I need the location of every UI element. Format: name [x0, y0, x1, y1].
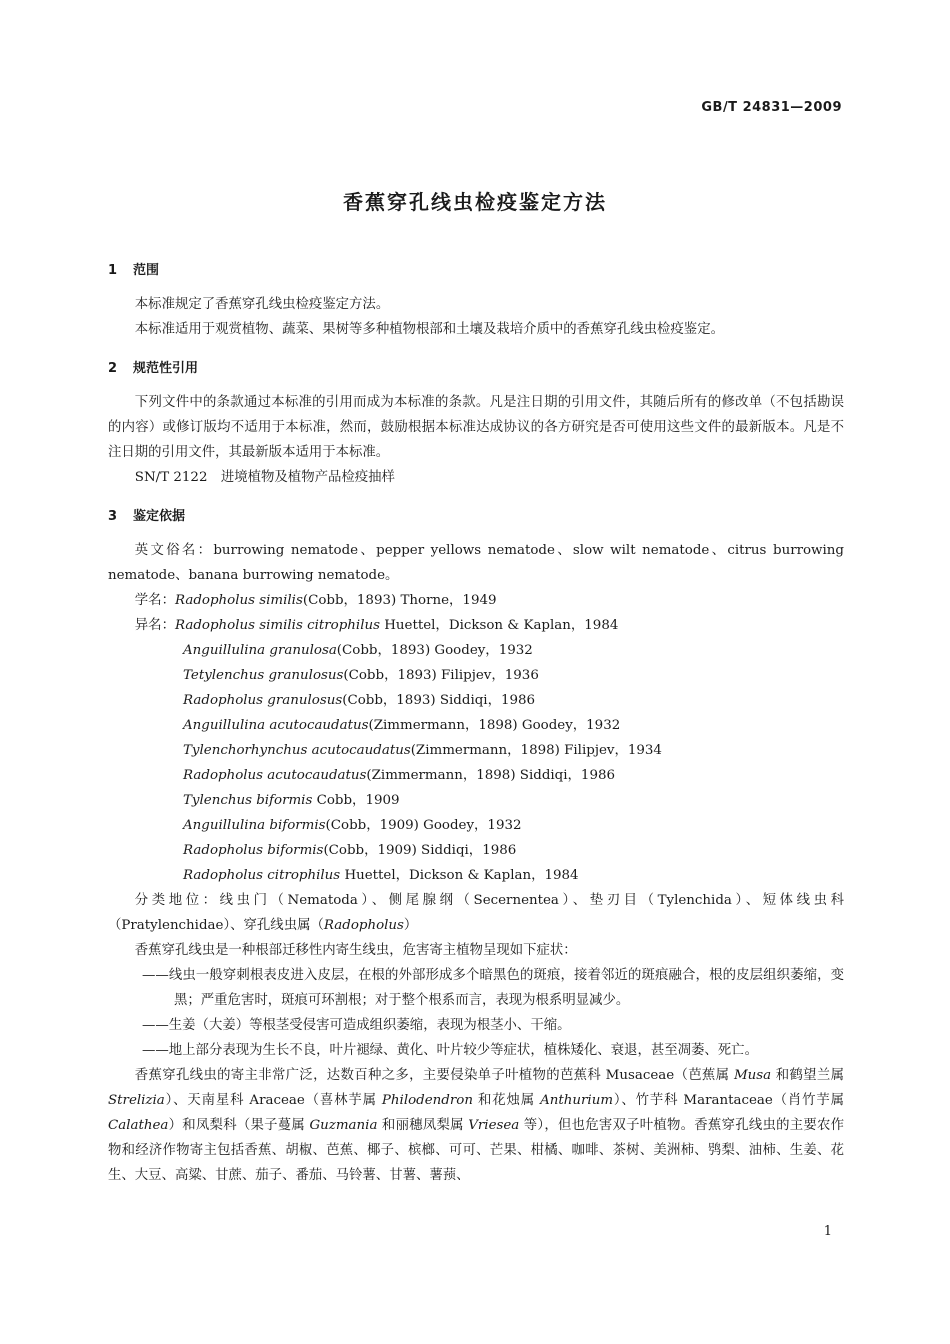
section-2-heading — [108, 356, 844, 382]
section-title: 鉴定依据 — [133, 509, 186, 524]
species-name: Radopholus biformis — [183, 843, 324, 858]
authority: (Cobb，1893) Thorne，1949 — [302, 593, 497, 608]
synonym-line — [108, 788, 844, 813]
species-name: Anguillulina acutocaudatus — [183, 718, 369, 733]
synonym-line — [108, 663, 844, 688]
genus-name: Strelizia — [108, 1093, 165, 1108]
classification — [108, 888, 844, 938]
host-paragraph — [108, 1063, 844, 1188]
text: 和鹤望兰属 — [771, 1068, 844, 1083]
species-name: Radopholus similis — [174, 593, 303, 608]
section-title: 范围 — [133, 263, 160, 278]
species-name: Anguillulina granulosa — [183, 643, 337, 658]
authority: (Zimmermann，1898) Filipjev，1934 — [410, 743, 662, 758]
species-name: Anguillulina biformis — [183, 818, 326, 833]
symptom-item: ——生姜（大姜）等根茎受侵害可造成组织萎缩，表现为根茎小、干缩。 — [142, 1018, 571, 1033]
genus-name: Radopholus — [323, 918, 404, 933]
authority: (Zimmermann，1898) Goodey，1932 — [368, 718, 621, 733]
page-number: 1 — [823, 1224, 832, 1239]
genus-name: Vriesea — [468, 1118, 520, 1133]
authority: (Cobb，1893) Filipjev，1936 — [343, 668, 539, 683]
text: 和花烛属 — [472, 1093, 541, 1108]
section-number: 3 — [108, 509, 118, 524]
species-name: Tylenchus biformis — [183, 793, 313, 808]
scientific-name-line — [108, 588, 844, 613]
genus-name: Guzmania — [309, 1118, 378, 1133]
synonym-line — [108, 738, 844, 763]
species-name: Tetylenchus granulosus — [183, 668, 344, 683]
authority: Cobb，1909 — [312, 793, 400, 808]
synonym-line — [108, 838, 844, 863]
synonym-line — [108, 713, 844, 738]
section-3-heading — [108, 504, 844, 530]
text: 香蕉穿孔线虫的寄主非常广泛，达数百种之多，主要侵染单子叶植物的芭蕉科 Musaceae（芭蕉属 — [134, 1068, 734, 1083]
reference-item: SN/T 2122 进境植物及植物产品检疫抽样 — [134, 470, 395, 485]
document-body — [108, 258, 844, 1188]
species-name: Tylenchorhynchus acutocaudatus — [183, 743, 411, 758]
text: ）、竹芋科 Marantaceae（肖竹芋属 — [613, 1093, 844, 1108]
paragraph: 本标准适用于观赏植物、蔬菜、果树等多种植物根部和土壤及栽培介质中的香蕉穿孔线虫检疫鉴定。 — [134, 322, 724, 337]
authority: Huettel，Dickson & Kaplan，1984 — [379, 618, 619, 633]
symptom-intro: 香蕉穿孔线虫是一种根部迁移性内寄生线虫，危害寄主植物呈现如下症状： — [134, 943, 577, 958]
authority: (Cobb，1909) Goodey，1932 — [325, 818, 522, 833]
genus-name: Philodendron — [381, 1093, 473, 1108]
section-number: 1 — [108, 263, 118, 278]
classification-end: ） — [403, 918, 418, 933]
genus-name: Calathea — [108, 1118, 169, 1133]
label: 学名： — [134, 593, 175, 608]
authority: (Cobb，1893) Goodey，1932 — [336, 643, 533, 658]
synonym-line — [108, 863, 844, 888]
symptom-item: ——地上部分表现为生长不良，叶片褪绿、黄化、叶片较少等症状，植株矮化、衰退，甚至凋萎、死亡。 — [142, 1043, 758, 1058]
paragraph: 本标准规定了香蕉穿孔线虫检疫鉴定方法。 — [134, 297, 390, 312]
section-number: 2 — [108, 361, 118, 376]
paragraph: 下列文件中的条款通过本标准的引用而成为本标准的条款。凡是注日期的引用文件，其随后所有的修改单（不包括勘误的内容）或修订版均不适用于本标准，然而，鼓励根据本标准达成协议的各方研究是否可使用这些文件的最新版本。凡是不注日期的引用文件，其最新版本适用于本标准。 — [108, 395, 844, 460]
section-title: 规范性引用 — [133, 361, 199, 376]
section-1-heading — [108, 258, 844, 284]
text: 等），但也危害双子叶植物。香蕉穿孔线虫的主要农作物和经济作物寄主包括香蕉、胡椒、芭蕉、椰子、槟榔、可可、芒果、柑橘、咖啡、茶树、美洲柿、鸮梨、油柿、生姜、花生、大豆、高粱、甘蔗、茄子、番茄、马铃薯、甘薯、薯蓣、 — [108, 1118, 845, 1183]
standard-code: GB/T 24831—2009 — [701, 100, 842, 115]
synonym-line — [108, 763, 844, 788]
species-name: Radopholus acutocaudatus — [183, 768, 367, 783]
text: ）和凤梨科（果子蔓属 — [168, 1118, 310, 1133]
species-name: Radopholus similis citrophilus — [174, 618, 380, 633]
synonym-line — [108, 638, 844, 663]
label: 异名： — [134, 618, 175, 633]
authority: (Zimmermann，1898) Siddiqi，1986 — [366, 768, 616, 783]
authority: (Cobb，1909) Siddiqi，1986 — [323, 843, 517, 858]
document-title: 香蕉穿孔线虫检疫鉴定方法 — [343, 190, 607, 214]
english-names: 英文俗名：burrowing nematode、pepper yellows nematode、slow wilt nematode、citrus burrowing nematode、banana burrowing nematode。 — [108, 543, 844, 583]
genus-name: Anthurium — [540, 1093, 614, 1108]
authority: (Cobb，1893) Siddiqi，1986 — [342, 693, 536, 708]
species-name: Radopholus citrophilus — [183, 868, 341, 883]
genus-name: Musa — [733, 1068, 772, 1083]
classification-text: 分类地位：线虫门（Nematoda）、侧尾腺纲（Secernentea）、垫刃目（Tylenchida）、短体线虫科（Pratylenchidae）、穿孔线虫属（ — [108, 893, 844, 933]
text: 和丽穗凤梨属 — [377, 1118, 469, 1133]
text: ）、天南星科 Araceae（喜林芋属 — [164, 1093, 382, 1108]
species-name: Radopholus granulosus — [183, 693, 343, 708]
synonym-line — [108, 813, 844, 838]
synonym-line — [108, 688, 844, 713]
synonym-line — [108, 613, 844, 638]
authority: Huettel，Dickson & Kaplan，1984 — [340, 868, 579, 883]
symptom-item: ——线虫一般穿刺根表皮进入皮层，在根的外部形成多个暗黑色的斑痕，接着邻近的斑痕融合，根的皮层组织萎缩，变黑；严重危害时，斑痕可环割根；对于整个根系而言，表现为根系明显减少。 — [142, 968, 844, 1008]
